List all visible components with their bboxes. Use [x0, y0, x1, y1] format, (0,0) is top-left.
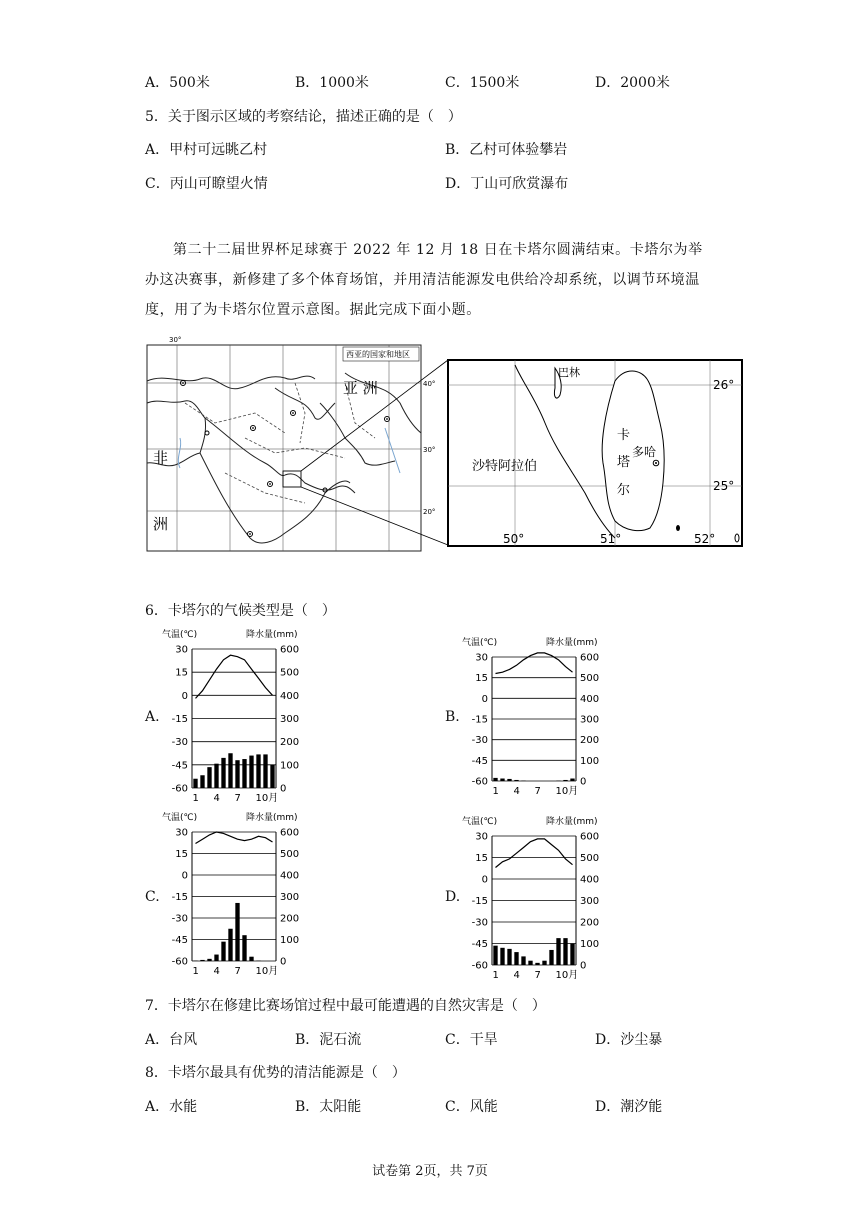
temp-tick-label: -15: [171, 714, 188, 725]
month-tick-label: 1: [192, 793, 199, 804]
temp-axis-label: 气温(℃): [162, 813, 198, 823]
climate-chart-c: [160, 808, 340, 983]
chart-c-label: C.: [145, 889, 160, 905]
temp-tick-label: -60: [171, 956, 188, 968]
q5-option-b: B．乙村可体验攀岩: [445, 142, 568, 158]
temperature-line: [496, 839, 573, 868]
precip-bar: [228, 753, 232, 788]
q7-stem: 7．卡塔尔在修建比赛场馆过程中最可能遭遇的自然灾害是（ ）: [145, 998, 546, 1014]
precip-tick-label: 300: [580, 714, 600, 726]
temp-tick-label: -60: [471, 776, 488, 788]
q8-option-a: A．水能: [145, 1099, 198, 1115]
month-tick-label: 10月: [555, 970, 579, 981]
precip-bar: [207, 767, 211, 788]
temp-tick-label: -60: [171, 783, 188, 795]
temp-tick-label: -60: [471, 960, 488, 972]
precip-bar: [521, 956, 525, 965]
precip-bar: [214, 764, 218, 788]
lon-51: 51°: [600, 532, 622, 546]
temp-tick-label: -45: [171, 760, 188, 772]
precip-bar: [493, 946, 497, 965]
label-qatar-1: 卡: [617, 428, 631, 443]
temp-tick-label: 0: [481, 693, 488, 705]
q5-option-d: D．丁山可欣赏瀑布: [445, 176, 569, 192]
west-asia-map-frame: [147, 345, 421, 551]
precip-tick-label: 200: [280, 737, 300, 749]
precip-bar: [242, 935, 246, 961]
q7-option-b: B．泥石流: [295, 1032, 362, 1048]
temp-tick-label: 15: [175, 667, 188, 679]
lat-25: 25°: [713, 479, 735, 493]
temp-tick-label: 0: [181, 690, 188, 702]
precip-bar: [514, 780, 518, 781]
precip-bar: [563, 780, 567, 781]
precip-tick-label: 0: [580, 776, 587, 788]
label-bahrain: 巴林: [558, 366, 580, 379]
page-footer: 试卷第 2页，共 7页: [372, 1164, 488, 1179]
precip-tick-label: 0: [580, 960, 587, 972]
precip-bar: [228, 929, 232, 961]
precip-tick-label: 200: [580, 917, 600, 929]
precip-axis-label: 降水量(mm): [246, 630, 298, 640]
climate-chart-a: [160, 625, 340, 810]
precip-bar: [556, 938, 560, 965]
precip-bar: [214, 955, 218, 961]
doha-marker-dot: [655, 462, 657, 464]
temp-tick-label: 0: [181, 870, 188, 882]
lon-52: 52°: [694, 532, 716, 546]
label-saudi-arabia: 沙特阿拉伯: [472, 459, 538, 474]
temp-tick-label: -30: [171, 913, 188, 925]
precip-tick-label: 0: [280, 783, 287, 795]
precip-tick-label: 500: [280, 667, 300, 679]
chart-d-label: D.: [445, 889, 461, 905]
label-africa-2: 洲: [153, 515, 169, 533]
month-tick-label: 10月: [555, 786, 579, 797]
temp-tick-label: 0: [481, 874, 488, 886]
precip-tick-label: 300: [280, 714, 300, 725]
precip-tick-label: 400: [580, 874, 600, 886]
precip-bar: [507, 949, 511, 965]
precip-bar: [549, 950, 553, 965]
label-qatar-3: 尔: [617, 483, 631, 498]
month-tick-label: 7: [234, 793, 241, 804]
precip-bar: [563, 938, 567, 965]
month-tick-label: 7: [534, 970, 541, 981]
precip-tick-label: 500: [280, 849, 300, 860]
precip-bar: [535, 963, 539, 965]
precip-bar: [221, 758, 225, 788]
precip-bar: [200, 960, 204, 961]
temp-tick-label: 30: [175, 827, 188, 839]
precip-tick-label: 500: [580, 673, 600, 685]
climate-chart-d: [460, 812, 640, 987]
precip-tick-label: 600: [580, 652, 600, 664]
location-map: [145, 336, 745, 553]
month-tick-label: 10月: [255, 966, 279, 977]
climate-chart-b: [460, 633, 640, 803]
precip-tick-label: 100: [580, 939, 600, 950]
label-asia: 亚 洲: [343, 379, 378, 397]
temperature-line: [196, 832, 273, 844]
precip-axis-label: 降水量(mm): [246, 813, 298, 823]
month-tick-label: 1: [492, 786, 499, 797]
lat-26: 26°: [713, 378, 735, 392]
precip-bar: [514, 952, 518, 965]
q4-option-c: C．1500米: [445, 75, 520, 91]
precip-bar: [249, 957, 253, 961]
q5-option-a: A．甲村可远眺乙村: [145, 142, 268, 158]
month-tick-label: 1: [492, 970, 499, 981]
temp-tick-label: -15: [471, 714, 488, 726]
temperature-line: [496, 653, 573, 674]
q5-stem: 5．关于图示区域的考察结论，描述正确的是（ ）: [145, 109, 462, 125]
precip-bar: [500, 779, 504, 781]
lat-tick-30: 30°: [423, 446, 436, 454]
precip-tick-label: 0: [280, 956, 287, 968]
precip-bar: [493, 778, 497, 781]
q6-stem: 6．卡塔尔的气候类型是（ ）: [145, 603, 336, 619]
qatar-inset-frame: [448, 360, 742, 546]
month-tick-label: 4: [213, 793, 220, 804]
temp-tick-label: -30: [471, 735, 488, 747]
lon-50: 50°: [503, 532, 525, 546]
precip-tick-label: 400: [280, 690, 300, 702]
precip-bar: [263, 754, 267, 788]
temp-tick-label: -15: [471, 896, 488, 907]
temp-tick-label: 15: [475, 673, 488, 685]
precip-tick-label: 600: [280, 827, 300, 839]
island-dot: [676, 525, 680, 531]
label-africa-1: 非: [153, 449, 169, 467]
chart-b-label: B.: [445, 709, 460, 725]
temp-tick-label: -45: [471, 755, 488, 767]
q8-stem: 8．卡塔尔最具有优势的清洁能源是（ ）: [145, 1065, 406, 1081]
precip-tick-label: 600: [280, 644, 300, 656]
temp-tick-label: 30: [475, 831, 488, 843]
precip-bar: [528, 961, 532, 965]
precip-bar: [507, 779, 511, 781]
precip-axis-label: 降水量(mm): [546, 817, 598, 827]
q8-option-b: B．太阳能: [295, 1099, 362, 1115]
lat-tick-40: 40°: [423, 380, 436, 388]
temp-tick-label: -30: [171, 737, 188, 749]
precip-bar: [249, 756, 253, 788]
precip-bar: [207, 959, 211, 961]
precip-bar: [570, 944, 574, 966]
precip-tick-label: 400: [580, 693, 600, 705]
month-tick-label: 10月: [255, 793, 279, 804]
precip-bar: [542, 961, 546, 965]
q8-option-c: C．风能: [445, 1099, 498, 1115]
q5-option-c: C．丙山可瞭望火情: [145, 176, 268, 192]
temp-tick-label: 15: [475, 853, 488, 864]
precip-bar: [200, 775, 204, 788]
label-doha: 多哈: [632, 445, 657, 459]
precip-axis-label: 降水量(mm): [546, 638, 598, 648]
q7-option-d: D．沙尘暴: [595, 1032, 663, 1048]
temp-tick-label: -30: [471, 917, 488, 929]
precip-tick-label: 400: [280, 870, 300, 882]
q8-option-d: D．潮汐能: [595, 1099, 663, 1115]
temp-axis-label: 气温(℃): [162, 630, 198, 640]
temp-tick-label: 30: [175, 644, 188, 656]
precip-tick-label: 600: [580, 831, 600, 843]
q4-option-b: B．1000米: [295, 75, 369, 91]
q4-option-a: A．500米: [145, 75, 210, 91]
lon-tick-30: 30°: [169, 336, 182, 344]
precip-bar: [235, 903, 239, 961]
precip-bar: [256, 754, 260, 788]
precip-bar: [235, 760, 239, 788]
passage: [145, 235, 715, 325]
precip-tick-label: 100: [280, 760, 300, 772]
precip-bar: [270, 765, 274, 788]
temp-tick-label: 15: [175, 849, 188, 860]
label-qatar-2: 塔: [617, 455, 631, 470]
precip-tick-label: 100: [580, 755, 600, 767]
month-tick-label: 4: [513, 970, 520, 981]
month-tick-label: 7: [534, 786, 541, 797]
passage-text: 第二十二届世界杯足球赛于 2022 年 12 月 18 日在卡塔尔圆满结束。卡塔尔为举办这决赛事，新修建了多个体育场馆，并用清洁能源发电供给冷却系统，以调节环境温度，用了为卡塔尔位置示意图。据此完成下面小题。: [145, 242, 703, 318]
precip-tick-label: 200: [580, 735, 600, 747]
precip-bar: [570, 779, 574, 781]
precip-bar: [242, 759, 246, 788]
precip-tick-label: 500: [580, 853, 600, 864]
temp-axis-label: 气温(℃): [462, 638, 498, 648]
precip-tick-label: 300: [280, 892, 300, 903]
precip-tick-label: 300: [580, 896, 600, 907]
q4-option-d: D．2000米: [595, 75, 670, 91]
precip-bar: [221, 942, 225, 961]
temp-tick-label: 30: [475, 652, 488, 664]
temp-axis-label: 气温(℃): [462, 817, 498, 827]
precip-bar: [500, 948, 504, 965]
month-tick-label: 4: [213, 966, 220, 977]
precip-tick-label: 100: [280, 935, 300, 946]
map-title: 西亚的国家和地区: [346, 350, 410, 359]
temp-tick-label: -15: [171, 892, 188, 903]
temperature-line: [196, 655, 273, 698]
month-tick-label: 7: [234, 966, 241, 977]
month-tick-label: 4: [513, 786, 520, 797]
precip-bar: [193, 779, 197, 788]
precip-tick-label: 200: [280, 913, 300, 925]
q7-option-a: A．台风: [145, 1032, 198, 1048]
temp-tick-label: -45: [171, 935, 188, 946]
q7-option-c: C．干旱: [445, 1032, 498, 1048]
chart-a-label: A.: [145, 709, 160, 725]
temp-tick-label: -45: [471, 939, 488, 950]
month-tick-label: 1: [192, 966, 199, 977]
lat-tick-20: 20°: [423, 508, 436, 516]
